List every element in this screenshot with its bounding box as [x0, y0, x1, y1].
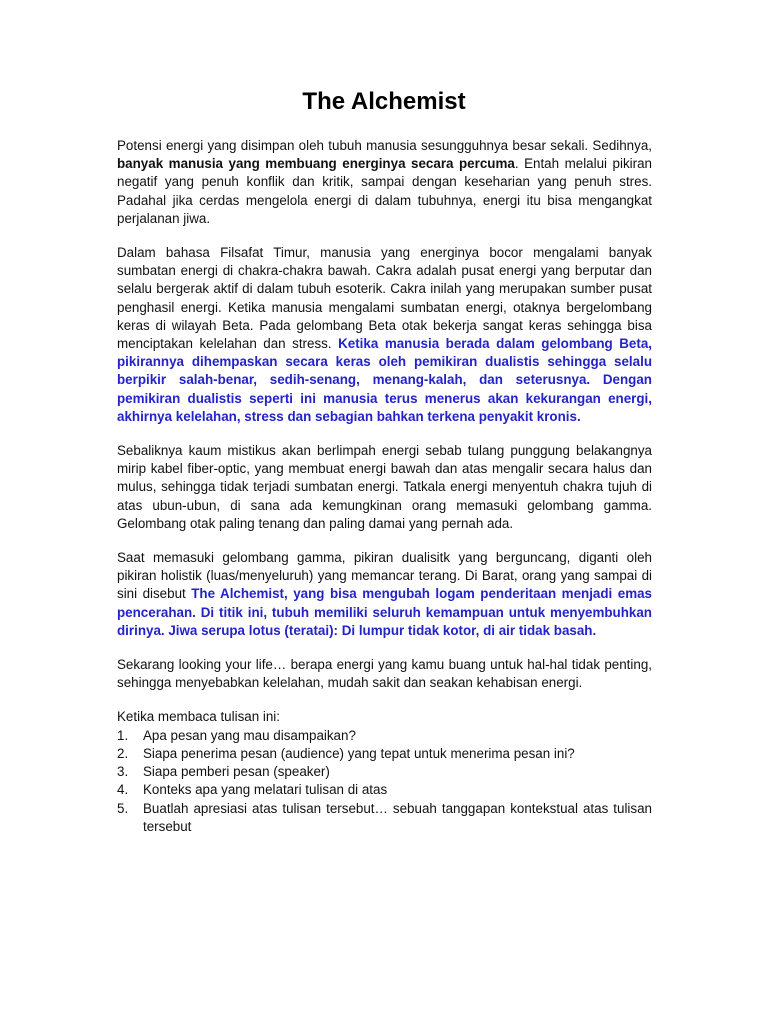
list-intro: Ketika membaca tulisan ini:: [117, 709, 280, 725]
list-item: 3. Siapa pemberi pesan (speaker): [117, 764, 330, 780]
paragraph-5: Sekarang looking your life… berapa energi yang kamu buang untuk hal-hal tidak penting, sehingga menyebabkan kelelahan, mudah sakit dan seakan kehabisan energi.: [117, 657, 652, 691]
paragraph-2: Dalam bahasa Filsafat Timur, manusia yang energinya bocor mengalami banyak sumbatan energi di chakra-chakra bawah. Cakra adalah pusat energi yang berputar dan selalu bergerak aktif di dalam tubuh esoterik. Cakra inilah yang merupakan sumber pusat penghasil energi. Ketika manusia mengalami sumbatan energi, otaknya bergelombang keras di wilayah Beta. Pada gelombang Beta otak bekerja sangat keras sehingga bisa menciptakan kelelahan dan stress. Ketika manusia berada dalam gelombang Beta, pikirannya dihempaskan secara keras oleh pemikiran dualistis sehingga selalu berpikir salah-benar, sedih-senang, menang-kalah, dan seterusnya. Dengan pemikiran dualistis seperti ini manusia terus menerus akan kekurangan energi, akhirnya kelelahan, stress dan sebagian bahkan terkena penyakit kronis.: [117, 245, 652, 424]
list-item: 4. Konteks apa yang melatari tulisan di atas: [117, 782, 388, 798]
highlight-text: Ketika manusia berada dalam gelombang Beta, pikirannya dihempaskan secara keras oleh pemikiran dualistis sehingga selalu berpikir salah-benar, sedih-senang, menang-kalah, dan seterusnya. Dengan pemikiran dualistis seperti ini manusia terus menerus akan kekurangan energi, akhirnya kelelahan, stress dan sebagian bahkan terkena penyakit kronis.: [117, 336, 652, 424]
list-item: 1. Apa pesan yang mau disampaikan?: [117, 727, 356, 743]
paragraph-4: Saat memasuki gelombang gamma, pikiran dualisitk yang berguncang, diganti oleh pikiran holistik (luas/menyeluruh) yang memancar terang. Di Barat, orang yang sampai di sini disebut The Alchemist, yang bisa mengubah logam penderitaan menjadi emas pencerahan. Di titik ini, tubuh memiliki seluruh kemampuan untuk menyembuhkan dirinya. Jiwa serupa lotus (teratai): Di lumpur tidak kotor, di air tidak basah.: [117, 550, 653, 638]
highlight-text: The Alchemist, yang bisa mengubah logam penderitaan menjadi emas pencerahan. Di titik ini, tubuh memiliki seluruh kemampuan untuk menyembuhkan dirinya. Jiwa serupa lotus (teratai): Di lumpur tidak kotor, di air tidak basah.: [117, 586, 653, 638]
bold-phrase: banyak manusia yang membuang energinya secara percuma: [117, 156, 515, 172]
question-list: [117, 727, 652, 836]
document-title: The Alchemist: [302, 88, 466, 115]
document-body: [117, 137, 652, 836]
paragraph-1: Potensi energi yang disimpan oleh tubuh manusia sesungguhnya besar sekali. Sedihnya, banyak manusia yang membuang energinya secara percuma. Entah melalui pikiran negatif yang penuh konflik dan kritik, sampai dengan keseharian yang penuh stres. Padahal jika cerdas mengelola energi di dalam tubuhnya, energi itu bisa mengangkat perjalanan jiwa.: [117, 138, 652, 226]
list-item: 2. Siapa penerima pesan (audience) yang tepat untuk menerima pesan ini?: [117, 745, 575, 761]
list-item: 5. Buatlah apresiasi atas tulisan tersebut… sebuah tanggapan kontekstual atas tulisan tersebut: [117, 800, 652, 834]
paragraph-3: Sebaliknya kaum mistikus akan berlimpah energi sebab tulang punggung belakangnya mirip kabel fiber-optic, yang membuat energi bawah dan atas mengalir secara halus dan mulus, sehingga tidak terjadi sumbatan energi. Tatkala energi menyentuh chakra tujuh di atas ubun-ubun, di sana ada kemungkinan orang memasuki gelombang gamma. Gelombang otak paling tenang dan paling damai yang pernah ada.: [117, 443, 652, 531]
